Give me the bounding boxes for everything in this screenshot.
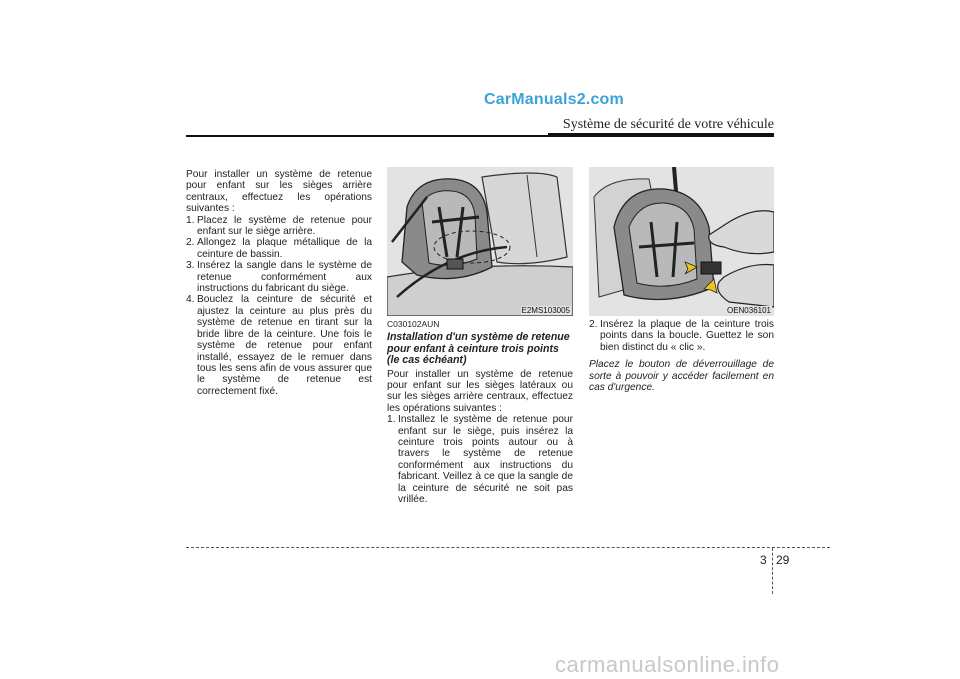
page-header-title: Système de sécurité de votre véhicule <box>562 117 774 132</box>
list-item <box>589 319 774 353</box>
list-item <box>186 260 372 294</box>
footer-rule <box>186 547 830 548</box>
caution-note: Placez le bouton de déverrouillage de sorte à pouvoir y accéder facilement en cas d'urgence. <box>589 359 774 394</box>
col2-steps <box>387 414 573 505</box>
step-number: 3. <box>186 260 195 272</box>
step-number: 2. <box>186 237 195 249</box>
step-text: Installez le système de retenue pour enfant sur le siège, puis insérez la ceinture trois points autour ou à travers le système de retenue conformément aux instructions du fabricant. Veillez à ce que la sangle de la ceinture de sécurité ne soit pas vrillée. <box>398 414 573 506</box>
figure-buckle-insertion <box>589 167 774 316</box>
page-number-divider <box>772 548 773 594</box>
step-text: Insérez la plaque de la ceinture trois points dans la boucle. Guettez le son bien distinct du « clic ». <box>600 319 774 353</box>
figure-code: OEN036101 <box>726 306 771 315</box>
step-number: 4. <box>186 294 195 306</box>
list-item <box>186 215 372 238</box>
step-text: Bouclez la ceinture de sécurité et ajustez la ceinture au plus près du système de retenue en tirant sur la bride libre de la ceinture. Une fois le système de retenue pour enfant installé, essayez de le remuer dans tous les sens afin de vous assurer que le système de retenue est correctement fixé. <box>197 294 372 397</box>
list-item <box>186 294 372 397</box>
col3-steps <box>589 319 774 353</box>
buckle-insertion-illustration <box>589 167 774 316</box>
column-3 <box>589 319 774 393</box>
step-text: Placez le système de retenue pour enfant sur le siège arrière. <box>197 214 372 238</box>
col1-steps <box>186 215 372 398</box>
col2-intro: Pour installer un système de retenue pour enfant sur les sièges latéraux ou sur les sièges arrière centraux, effectuez les opérations suivantes : <box>387 368 573 414</box>
column-2 <box>387 319 573 506</box>
list-item <box>387 414 573 505</box>
step-text: Allongez la plaque métallique de la ceinture de bassin. <box>197 237 372 260</box>
child-seat-center-illustration <box>387 167 573 316</box>
step-number: 2. <box>589 319 598 330</box>
step-text: Insérez la sangle dans le système de retenue conformément aux instructions du fabricant du siège. <box>197 260 372 295</box>
watermark-bottom[interactable]: carmanualsonline.info <box>555 652 780 677</box>
list-item <box>186 237 372 260</box>
section-heading: Installation d'un système de retenue pour enfant à ceinture trois points (le cas échéant) <box>387 331 570 367</box>
step-number: 1. <box>387 414 396 426</box>
figure-code: E2MS103005 <box>521 306 570 315</box>
col1-intro: Pour installer un système de retenue pour enfant sur les sièges arrière centraux, effectuez les opérations suivantes : <box>186 169 372 215</box>
figure-child-seat-center <box>387 167 573 316</box>
header-rule-accent <box>548 133 774 137</box>
chapter-number: 3 <box>760 553 767 567</box>
page-number: 29 <box>776 553 790 567</box>
column-1 <box>186 169 372 397</box>
watermark-top[interactable]: CarManuals2.com <box>484 91 624 108</box>
step-number: 1. <box>186 214 195 226</box>
section-code: C030102AUN <box>387 319 440 329</box>
